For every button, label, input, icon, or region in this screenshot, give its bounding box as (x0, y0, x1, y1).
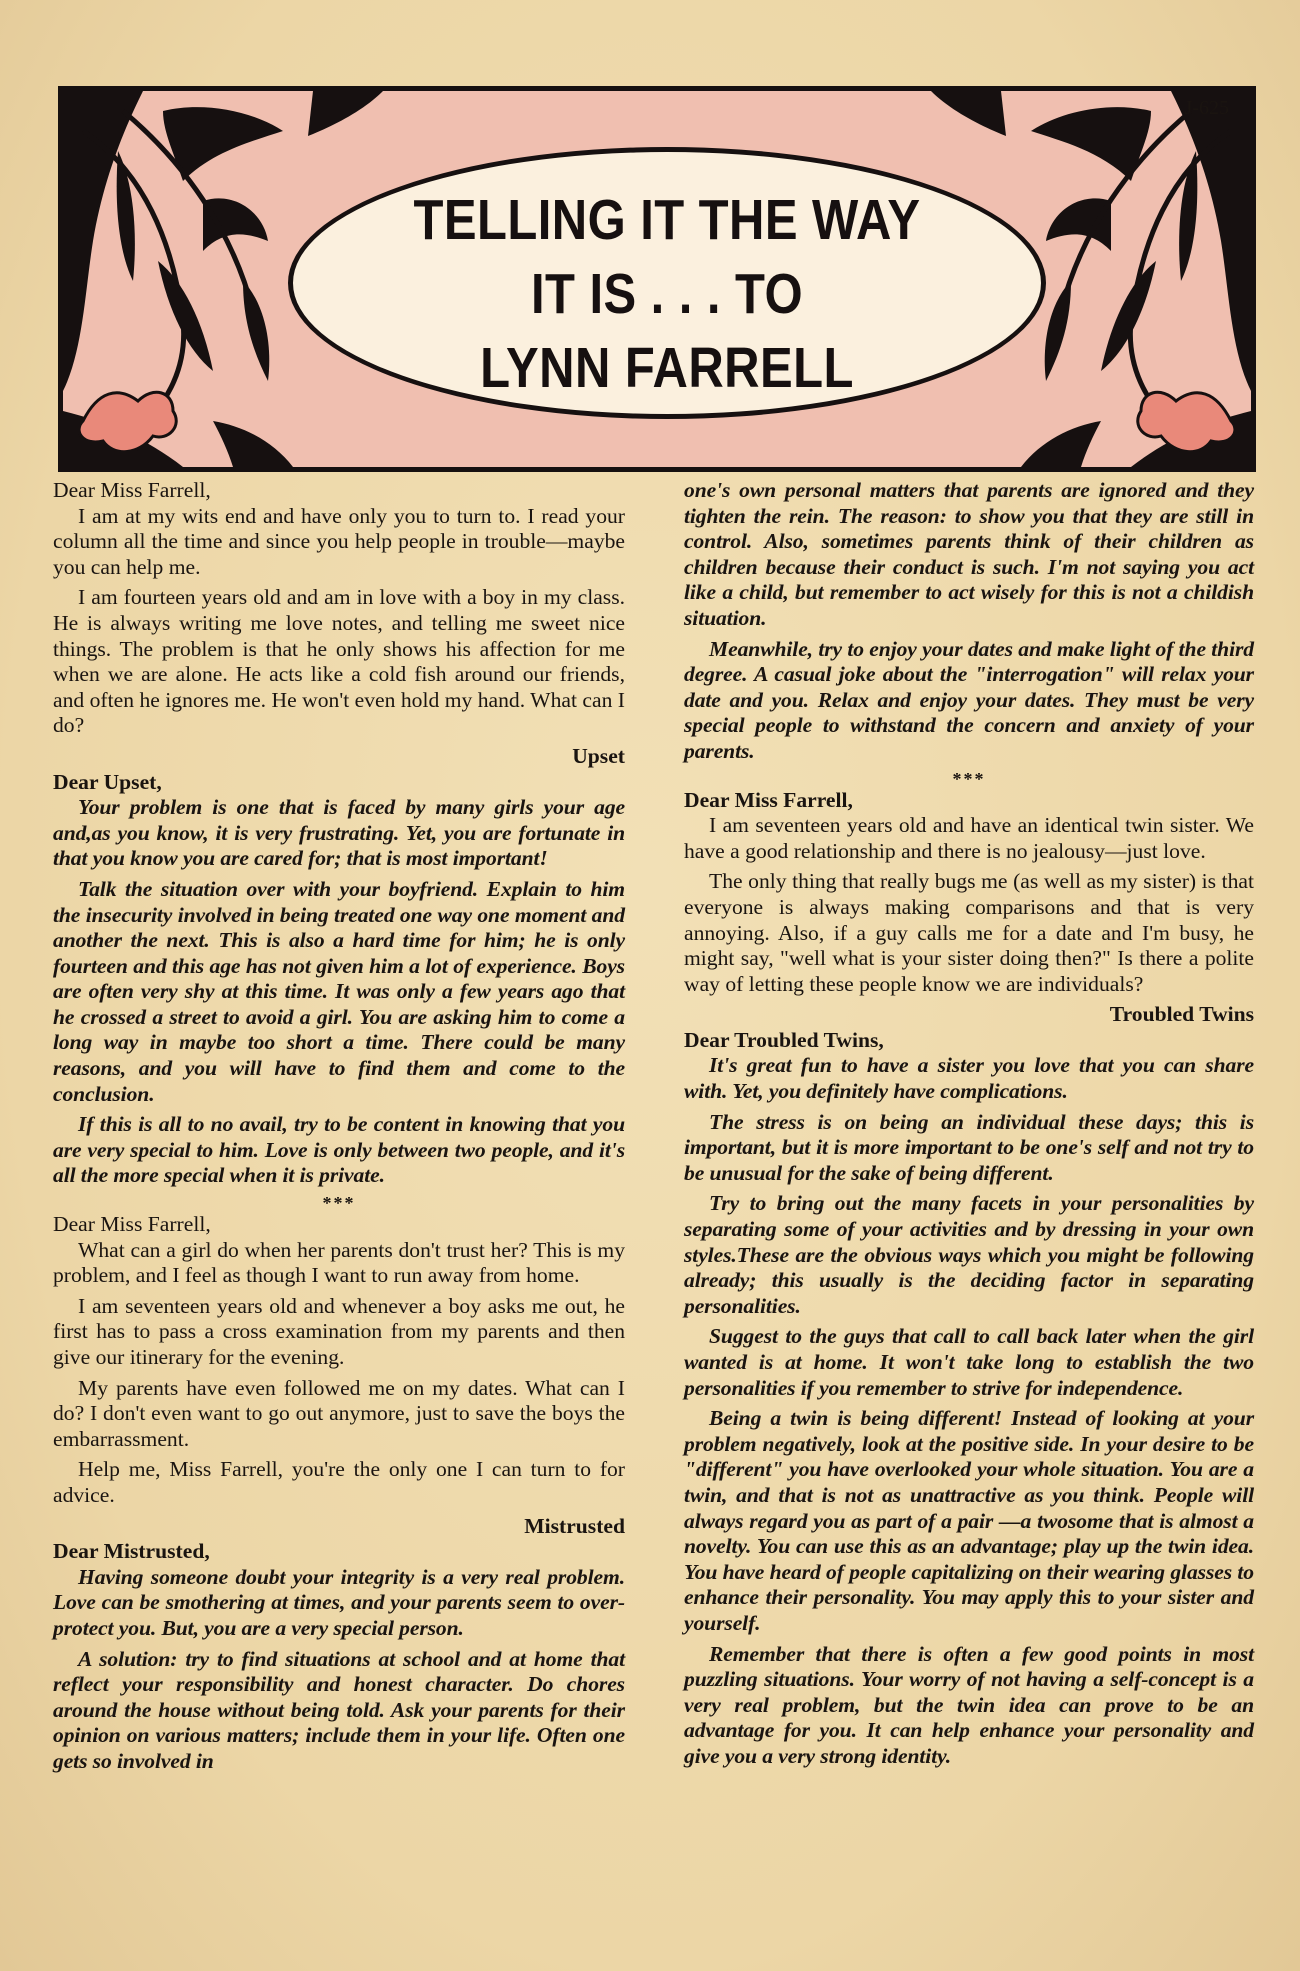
reply-paragraph: If this is all to no avail, try to be content in knowing that you are very special to him. Love is only between two people, and it's all the more special when it is private. (53, 1112, 625, 1188)
title-line-1: TELLING IT THE WAY (413, 188, 921, 252)
letter-paragraph: What can a girl do when her parents don't trust her? This is my problem, and I feel as though I want to run away from home. (53, 1237, 625, 1288)
letter-salutation: Dear Miss Farrell, (684, 787, 853, 812)
reply-paragraph: Being a twin is being different! Instead of looking at your problem negatively, look at the positive side. In your desire to be "different" you have overlooked your whole situation. You are a twin, and that is not as unattractive as you think. People will always regard you as part of a pair —a twosome that is almost a novelty. You can use this as an advantage; play up the twin idea. You have heard of people capitalizing on their wearing glasses to enhance their personality. You may apply this to your sister and yourself. (684, 1406, 1254, 1635)
letter-salutation: Dear Miss Farrell, (53, 1212, 211, 1237)
flower-left-icon (79, 392, 176, 451)
reply-salutation: Dear Mistrusted, (53, 1539, 210, 1564)
reply-paragraph: Suggest to the guys that call to call back later when the girl wanted is at home. It won't take long to establish the two personalities if you remember to strive for independence. (684, 1324, 1254, 1400)
reply-paragraph: Having someone doubt your integrity is a very real problem. Love can be smothering at times, and your parents seem to over-protect you. But, you are a very special person. (53, 1564, 625, 1640)
left-column (53, 478, 625, 1780)
reply-paragraph: Meanwhile, try to enjoy your dates and make light of the third degree. A casual joke about the "interrogation" will relax your date and you. Relax and enjoy your dates. They must be very special people to withstand the concern and anxiety of your parents. (684, 636, 1254, 763)
letter-paragraph: The only thing that really bugs me (as well as my sister) is that everyone is always making comparisons and that is very annoying. Also, if a guy calls me for a date and I'm busy, he might say, "well what is your sister doing then?" Is there a polite way of letting these people know we are individuals? (684, 869, 1254, 996)
reply-paragraph: Your problem is one that is faced by many girls your age and,as you know, it is very frustrating. Yet, you are fortunate in that you know you are cared for; that is most important! (53, 795, 625, 871)
reply-paragraph: Try to bring out the many facets in your personalities by separating some of your activities and by dressing in your own styles.These are the obvious ways which you might be following already; this usually is the deciding factor in separating personalities. (684, 1191, 1254, 1318)
page-title (406, 183, 929, 405)
letter-paragraph: Help me, Miss Farrell, you're the only one I can turn to for advice. (53, 1457, 625, 1507)
letter-paragraph: I am seventeen years old and have an identical twin sister. We have a good relationship and there is no jealousy—just love. (684, 813, 1254, 863)
reply-salutation: Dear Troubled Twins, (684, 1027, 884, 1052)
issue-code: J-625 (1184, 97, 1229, 119)
letter-signature: Troubled Twins (1109, 1002, 1254, 1027)
letter-signature: Upset (572, 743, 625, 768)
flower-right-icon (1138, 392, 1235, 451)
reply-paragraph: The stress is on being an individual these days; this is important, but it is more important to be one's self and not try to be unusual for the sake of being different. (684, 1109, 1254, 1185)
title-banner (58, 86, 1256, 472)
letter-paragraph: I am at my wits end and have only you to turn to. I read your column all the time and since you help people in trouble—maybe you can help me. (53, 503, 625, 579)
reply-paragraph: Remember that there is often a few good points in most puzzling situations. Your worry of not having a self-concept is a very real problem, but the twin idea can prove to be an advantage for you. It can help enhance your personality and give you a very strong identity. (684, 1641, 1254, 1768)
reply-paragraph: It's great fun to have a sister you love that you can share with. Yet, you definitely have complications. (684, 1053, 1254, 1104)
letter-signature: Mistrusted (524, 1513, 625, 1538)
title-line-2: IT IS . . . TO (530, 262, 804, 326)
reply-salutation: Dear Upset, (53, 769, 162, 794)
reply-paragraph: Talk the situation over with your boyfriend. Explain to him the insecurity involved in being treated one way one moment and another the next. This is also a hard time for him; he is only fourteen and this age has not given him a lot of experience. Boys are often very shy at this time. It was only a few years ago that he crossed a street to avoid a girl. You are asking him to come a long way in maybe too short a time. There could be many reasons, and you will have to find them and come to the conclusion. (53, 876, 625, 1106)
section-divider: *** (952, 768, 986, 789)
letter-paragraph: I am seventeen years old and whenever a boy asks me out, he first has to pass a cross examination from my parents and then give our itinerary for the evening. (53, 1293, 625, 1369)
title-line-3: LYNN FARRELL (480, 336, 854, 400)
right-column (684, 478, 1254, 1775)
reply-paragraph: one's own personal matters that parents are ignored and they tighten the rein. The reason: to show you that they are still in control. Also, sometimes parents think of their children as children because their conduct is such. I'm not saying you act like a child, but remember to act wisely for this is not a childish situation. (684, 478, 1254, 630)
reply-paragraph: A solution: try to find situations at school and at home that reflect your responsibility and honest character. Do chores around the house without being told. Ask your parents for their opinion on various matters; include them in your life. Often one gets so involved in (53, 1646, 625, 1773)
section-divider: *** (322, 1193, 356, 1214)
letter-paragraph: My parents have even followed me on my dates. What can I do? I don't even want to go out anymore, just to save the boys the embarrassment. (53, 1375, 625, 1451)
letter-paragraph: I am fourteen years old and am in love with a boy in my class. He is always writing me love notes, and telling me sweet nice things. The problem is that he only shows his affection for me when we are alone. He acts like a cold fish around our friends, and often he ignores me. He won't even hold my hand. What can I do? (53, 585, 625, 738)
letter-salutation: Dear Miss Farrell, (53, 478, 211, 502)
